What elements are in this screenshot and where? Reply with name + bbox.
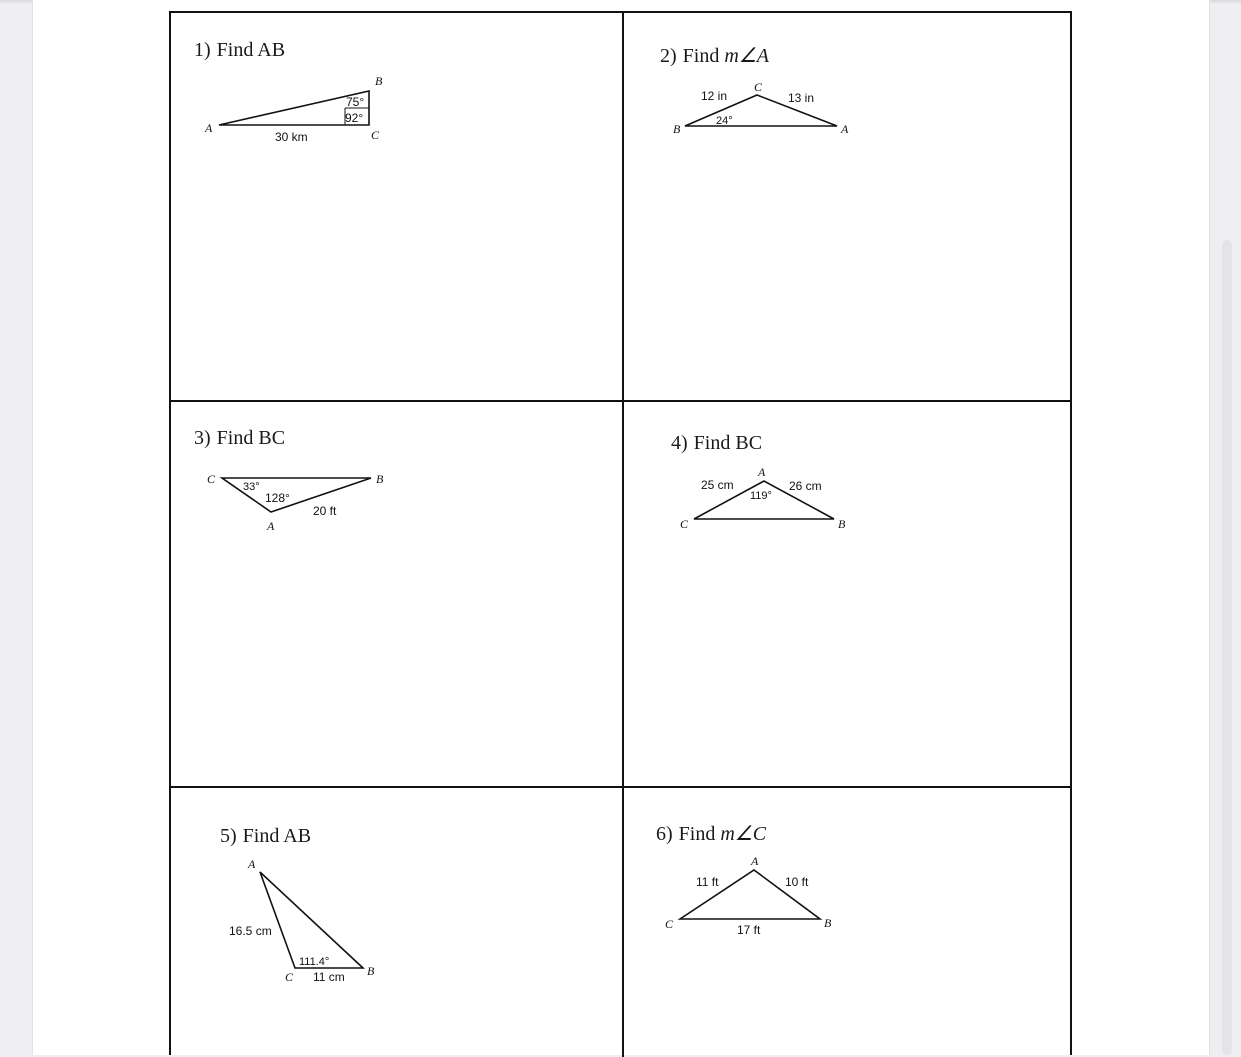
- side-label-ac: 30 km: [275, 130, 308, 144]
- angle-label-b: 75°: [346, 95, 365, 109]
- side-label-ac: 16.5 cm: [229, 924, 272, 938]
- vertex-label-b: B: [673, 122, 681, 136]
- angle-label-c: 111.4°: [299, 956, 330, 968]
- side-label-ab: 10 ft: [785, 875, 809, 889]
- problem-number: 1): [194, 39, 211, 61]
- vertex-label-c: C: [665, 917, 674, 931]
- problem-3-triangle: [195, 462, 405, 542]
- angle-label-a: 128°: [265, 491, 290, 505]
- problem-4-heading: [671, 432, 762, 455]
- vertex-label-c: C: [680, 517, 689, 531]
- side-label-ca: 13 in: [788, 91, 815, 105]
- side-label-cb: 11 cm: [313, 970, 345, 984]
- vertex-label-c: C: [285, 970, 294, 984]
- side-label-ca: 25 cm: [701, 478, 734, 492]
- vertex-label-b: B: [838, 517, 846, 531]
- grid-divider-vertical: [622, 13, 624, 1057]
- vertex-label-c: C: [371, 128, 380, 142]
- side-label-bc: 12 in: [701, 89, 728, 103]
- problem-prompt: Find: [678, 823, 721, 845]
- vertex-label-c: C: [207, 472, 216, 486]
- vertex-label-a: A: [751, 854, 759, 868]
- problem-prompt: Find BC: [693, 432, 763, 454]
- problem-prompt-angle: m∠A: [724, 45, 769, 67]
- problem-1-triangle: [195, 70, 405, 150]
- side-label-ab: 20 ft: [313, 504, 337, 518]
- angle-label-b: 24°: [716, 115, 733, 127]
- grid-divider-row-2: [171, 786, 1070, 788]
- angle-label-c: 33°: [243, 481, 260, 493]
- triangle-shape: [260, 872, 363, 968]
- problem-prompt-angle: m∠C: [720, 823, 767, 845]
- problem-2-triangle: [665, 75, 865, 145]
- problem-4-triangle: [670, 462, 870, 542]
- problem-3-heading: [194, 427, 285, 450]
- problem-1-heading: [194, 39, 285, 62]
- problem-prompt: Find AB: [216, 39, 286, 61]
- problem-number: 2): [660, 45, 677, 67]
- vertex-label-a: A: [205, 121, 213, 135]
- vertex-label-b: B: [367, 964, 375, 978]
- problem-5-triangle: [222, 852, 392, 992]
- vertex-label-b: B: [375, 74, 383, 88]
- problem-2-heading: [660, 43, 769, 68]
- problem-5-heading: [220, 825, 311, 848]
- scrollbar-thumb[interactable]: [1222, 240, 1232, 1055]
- vertex-label-b: B: [824, 916, 832, 930]
- side-label-ca: 11 ft: [696, 875, 719, 889]
- vertex-label-a: A: [841, 122, 849, 136]
- problem-prompt: Find: [682, 45, 725, 67]
- problem-prompt: Find AB: [242, 825, 312, 847]
- vertex-label-b: B: [376, 472, 384, 486]
- problem-number: 5): [220, 825, 237, 847]
- scrollbar[interactable]: [1214, 0, 1241, 1055]
- vertex-label-a: A: [758, 465, 766, 479]
- vertex-label-a: A: [248, 857, 256, 871]
- problem-prompt: Find BC: [216, 427, 286, 449]
- problem-number: 6): [656, 823, 673, 845]
- vertex-label-c: C: [754, 80, 763, 94]
- angle-label-a: 119°: [750, 490, 772, 502]
- problem-number: 4): [671, 432, 688, 454]
- side-label-cb: 17 ft: [737, 923, 761, 937]
- side-label-ab: 26 cm: [789, 479, 822, 493]
- vertex-label-a: A: [267, 519, 275, 533]
- problem-6-triangle: [660, 852, 860, 942]
- problem-6-heading: [656, 821, 766, 846]
- problem-number: 3): [194, 427, 211, 449]
- angle-label-c: 92°: [345, 111, 364, 125]
- grid-divider-row-1: [171, 400, 1070, 402]
